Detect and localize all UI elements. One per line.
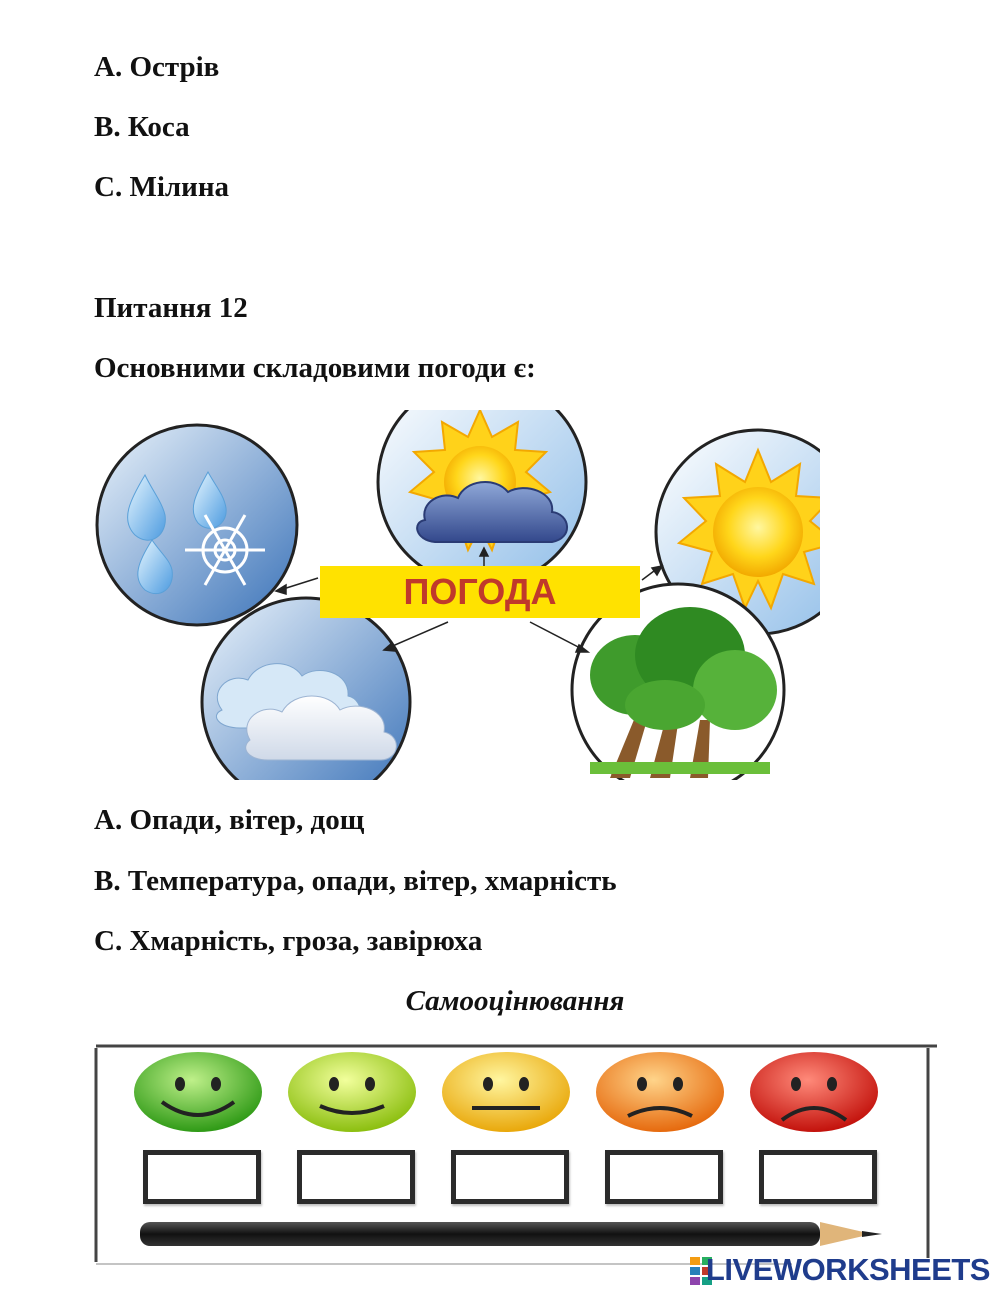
- pencil-icon: [140, 1222, 882, 1246]
- face-neutral-icon: [442, 1052, 570, 1132]
- self-assessment-title: Самооцінювання: [405, 985, 625, 1017]
- option-a-ostriv: A. Острів: [94, 51, 220, 83]
- option-a: A. Опади, вітер, дощ: [94, 804, 365, 836]
- answer-box-5[interactable]: [759, 1150, 877, 1204]
- cloud-icon: [202, 598, 410, 780]
- face-happy-icon: [288, 1052, 416, 1132]
- face-very-sad-icon: [750, 1052, 878, 1132]
- answer-box-4[interactable]: [605, 1150, 723, 1204]
- weather-diagram: [90, 410, 820, 780]
- face-very-happy-icon: [134, 1052, 262, 1132]
- weather-label: ПОГОДА: [403, 571, 557, 612]
- answer-box-1[interactable]: [143, 1150, 261, 1204]
- precipitation-icon: [97, 425, 297, 625]
- answer-box-3[interactable]: [451, 1150, 569, 1204]
- face-sad-icon: [596, 1052, 724, 1132]
- option-c: C. Хмарність, гроза, завірюха: [94, 925, 483, 957]
- answer-box-2[interactable]: [297, 1150, 415, 1204]
- option-b-kosa: B. Коса: [94, 111, 190, 143]
- question-text: Основними складовими погоди є:: [94, 352, 536, 384]
- question-number: Питання 12: [94, 292, 248, 324]
- sun-cloud-icon: [378, 410, 586, 586]
- option-b: B. Температура, опади, вітер, хмарність: [94, 865, 617, 897]
- liveworksheets-brand: LIVEWORKSHEETS: [705, 1252, 990, 1287]
- option-c-milyna: C. Мілина: [94, 171, 230, 203]
